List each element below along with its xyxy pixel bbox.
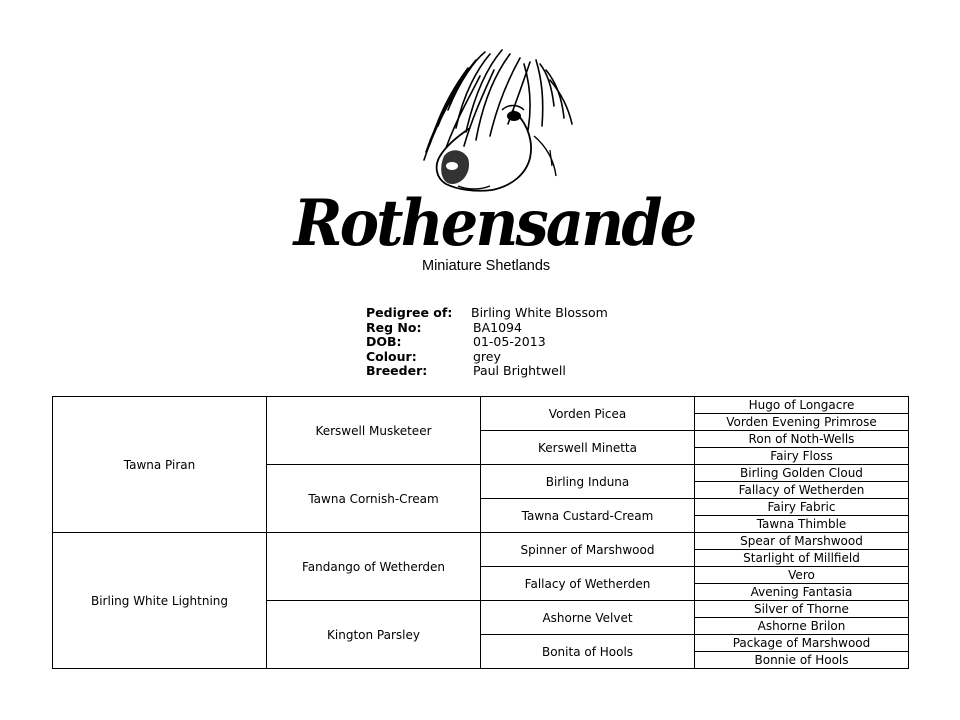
sire-cell: Tawna Piran [53, 397, 267, 533]
info-label: Colour: [366, 348, 417, 364]
great-great-grandparent-cell: Fallacy of Wetherden [695, 482, 909, 499]
pony-head-icon [280, 40, 620, 200]
info-label: Reg No: [366, 319, 422, 335]
great-great-grandparent-cell: Ashorne Brilon [695, 618, 909, 635]
table-row [53, 397, 909, 414]
info-row-dob [366, 335, 608, 350]
dam-cell: Birling White Lightning [53, 533, 267, 669]
info-label: DOB: [366, 334, 402, 349]
info-row-pedigree [366, 306, 608, 321]
great-great-grandparent-cell: Vero [695, 567, 909, 584]
logo-subtitle: Miniature Shetlands [422, 258, 551, 274]
info-value: 01-05-2013 [473, 334, 546, 349]
grandsire-cell: Fandango of Wetherden [267, 533, 481, 601]
pedigree-info [366, 306, 608, 379]
great-grandparent-cell: Bonita of Hools [481, 635, 695, 669]
info-value: BA1094 [473, 319, 522, 335]
info-row-colour [366, 350, 608, 365]
pedigree-table [52, 396, 909, 669]
info-row-reg-no [366, 321, 608, 336]
info-value: grey [473, 348, 501, 364]
great-great-grandparent-cell: Birling Golden Cloud [695, 465, 909, 482]
great-grandparent-cell: Fallacy of Wetherden [481, 567, 695, 601]
great-great-grandparent-cell: Fairy Fabric [695, 499, 909, 516]
great-grandparent-cell: Ashorne Velvet [481, 601, 695, 635]
logo-wordmark: Rothensande [293, 186, 695, 261]
great-great-grandparent-cell: Vorden Evening Primrose [695, 414, 909, 431]
great-great-grandparent-cell: Bonnie of Hools [695, 652, 909, 669]
great-grandparent-cell: Vorden Picea [481, 397, 695, 431]
great-great-grandparent-cell: Hugo of Longacre [695, 397, 909, 414]
great-great-grandparent-cell: Tawna Thimble [695, 516, 909, 533]
great-great-grandparent-cell: Package of Marshwood [695, 635, 909, 652]
grandsire-cell: Kerswell Musketeer [267, 397, 481, 465]
great-great-grandparent-cell: Starlight of Millfield [695, 550, 909, 567]
info-value: Birling White Blossom [471, 305, 608, 320]
great-grandparent-cell: Tawna Custard-Cream [481, 499, 695, 533]
great-great-grandparent-cell: Fairy Floss [695, 448, 909, 465]
great-grandparent-cell: Kerswell Minetta [481, 431, 695, 465]
great-great-grandparent-cell: Avening Fantasia [695, 584, 909, 601]
info-row-breeder [366, 364, 608, 379]
info-label: Breeder: [366, 363, 428, 378]
info-label: Pedigree of: [366, 305, 453, 320]
granddam-cell: Tawna Cornish-Cream [267, 465, 481, 533]
info-value: Paul Brightwell [473, 363, 566, 378]
table-row [53, 533, 909, 550]
great-great-grandparent-cell: Spear of Marshwood [695, 533, 909, 550]
great-grandparent-cell: Birling Induna [481, 465, 695, 499]
great-great-grandparent-cell: Ron of Noth-Wells [695, 431, 909, 448]
logo [280, 40, 695, 280]
great-great-grandparent-cell: Silver of Thorne [695, 601, 909, 618]
granddam-cell: Kington Parsley [267, 601, 481, 669]
great-grandparent-cell: Spinner of Marshwood [481, 533, 695, 567]
